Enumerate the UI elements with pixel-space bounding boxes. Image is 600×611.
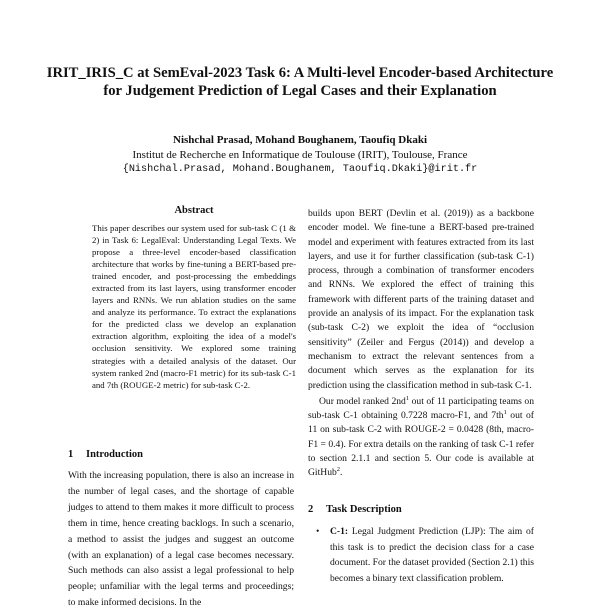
right-column-paragraph: builds upon BERT (Devlin et al. (2019)) as a backbone encoder model. We fine-tune a BERT-based pre-trained model and experiment with features extracted from its last layers, and use it for further classification (sub-task C-1) process, through a combination of transformer encoders and RNNs. We explored the effect of training this framework with different parts of the training dataset and provide an analysis of its impact. For the explanation task (sub-task C-2) we exploit the idea of “occlusion sensitivity” (Zeiler and Fergus (2014)) and develop a mechanism to extract the relevant sentences from a document which serves as the explanation for its prediction using the classification method in sub-task C-1.: [308, 208, 534, 391]
right-column-body: [308, 207, 534, 481]
task-list-item: [316, 524, 534, 586]
abstract-heading: Abstract: [174, 205, 214, 216]
section-heading-task-description: [308, 504, 534, 515]
abstract-text: This paper describes our system used for sub-task C (1 & 2) in Task 6: LegalEval: Understanding Legal Texts. We propose a three-level encoder-based classification architecture that works by fine-tuning a BERT-based pre-trained encoder, and post-processing the embeddings extracted from its last layers, using transformer encoder layers and RNNs. We run ablation studies on the same and analyze its performance. To extract the explanations for the predicted class we develop an explanation extraction algorithm, exploiting the idea of a model's occlusion sensitivity. We explored some training strategies with a detailed analysis of the dataset. Our system ranked 2nd (macro-F1 metric) for its sub-task C-1 and 7th (ROUGE-2 metric) for sub-task C-2.: [92, 223, 296, 390]
introduction-text: With the increasing population, there is also an increase in the number of legal cases, and the shortage of capable judges to attend to them makes it more difficult to process them in time, hence creating backlogs. In such a scenario, a method to assist the judges and suggest an outcome (with an explanation) of a legal case becomes necessary. Such methods can also assist a legal professional to help people; unfamiliar with the legal terms and proceedings; to make informed decisions. In the: [68, 470, 294, 609]
abstract-body: [92, 222, 296, 391]
section-title: Introduction: [86, 449, 143, 460]
bullet-icon: •: [316, 526, 320, 537]
ranking-paragraph: Our model ranked $2nd^1$ out of 11 participating teams on sub-task C-1 obtaining 0.7228 macro-F1, and $7th^1$ out of 11 on sub-task C-2 with ROUGE-2 = 0.0428 (8th, macro-F1 = 0.4). For extra details on the ranking of task C-1 refer to section 2.1.1 and section 5. Our code is available at GitHub$^2$.: [308, 394, 535, 479]
author-list: Nishchal Prasad, Mohand Boughanem, Taoufiq Dkaki: [173, 134, 427, 146]
section-number: 1: [68, 449, 74, 460]
introduction-body: [68, 468, 294, 609]
footnote-marker: 1: [503, 408, 507, 416]
paper-title: IRIT_IRIS_C at SemEval-2023 Task 6: A Multi-level Encoder-based Architecture for Judgement Prediction of Legal Cases and their Explanation: [46, 65, 554, 99]
section-title: Task Description: [326, 504, 402, 515]
section-heading-introduction: [68, 449, 296, 460]
affiliation: Institut de Recherche en Informatique de Toulouse (IRIT), Toulouse, France: [132, 149, 468, 161]
author-emails: {Nishchal.Prasad, Mohand.Boughanem, Taoufiq.Dkaki}@irit.fr: [122, 164, 478, 175]
section-number: 2: [308, 504, 314, 515]
footnote-marker: 2: [336, 466, 341, 474]
task-item-text: C-1: Legal Judgment Prediction (LJP): The aim of this task is to predict the decision class for a case document. For the dataset provided (Section 2.1) this becomes a binary text classification problem.: [330, 526, 534, 584]
task-item-label: C-1:: [330, 526, 349, 537]
footnote-marker: 1: [405, 394, 410, 402]
